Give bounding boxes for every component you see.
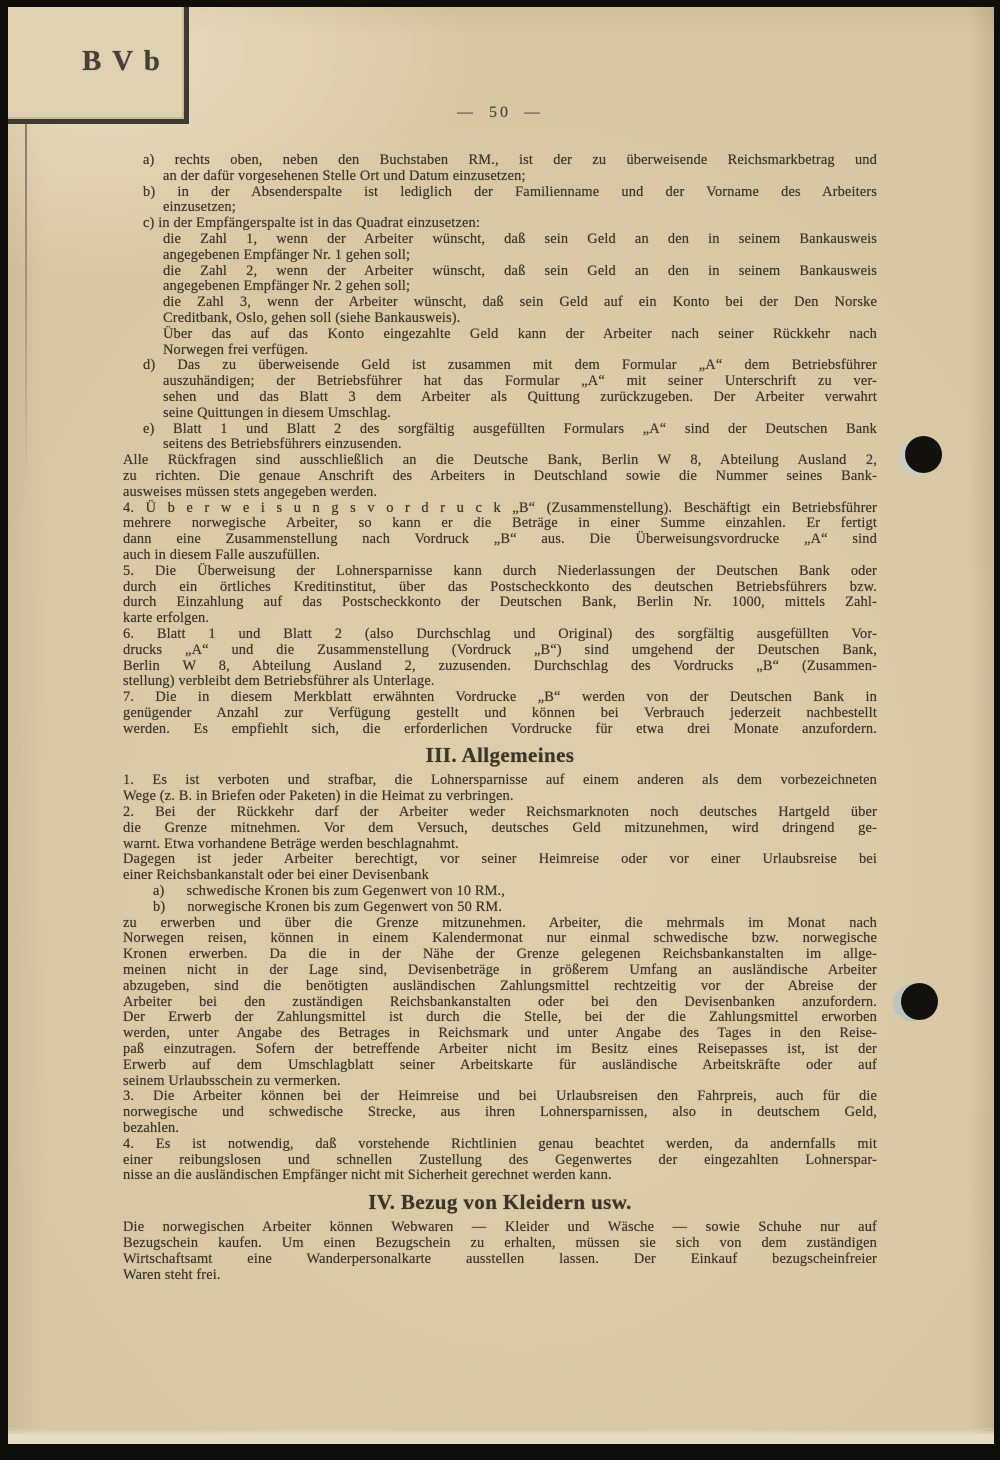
text-line: angegebenen Empfänger Nr. 2 gehen soll; <box>163 278 411 295</box>
text-line: 4. Ü b e r w e i s u n g s v o r d r u c k „B“ (Zusammenstellung). Beschäftigt ein Betriebsführer <box>123 499 877 516</box>
text-line: zu richten. Die genaue Anschrift des Arbeiters in Deutschland sowie die Nummer seines Bank- <box>123 467 877 484</box>
text-line: karte erfolgen. <box>123 610 210 627</box>
text-line: einer Reichsbankanstalt oder bei einer Devisenbank <box>123 867 429 884</box>
text-line: drucks „A“ und die Zusammenstellung (Vordruck „B“) sind umgehend der Deutschen Bank, <box>123 641 877 658</box>
text-line: Norwegen frei verfügen. <box>163 341 309 358</box>
text-line: c) in der Empfängerspalte ist in das Quadrat einzusetzen: <box>143 215 481 232</box>
text-line: Bezugschein kaufen. Um einen Bezugschein zu erhalten, müssen sie sich von dem zuständigen <box>123 1235 877 1251</box>
text-line: die Grenze mitnehmen. Vor dem Versuch, deutsches Geld mitzunehmen, wird dringend ge- <box>123 819 877 836</box>
section-heading: III. Allgemeines <box>425 743 575 768</box>
text-line: einzusetzen; <box>163 199 236 216</box>
text-line: 6. Blatt 1 und Blatt 2 (also Durchschlag und Original) des sorgfältig ausgefüllten Vor- <box>123 625 877 642</box>
section-heading: IV. Bezug von Kleidern usw. <box>368 1190 632 1215</box>
text-line: seine Quittungen in diesem Umschlag. <box>163 404 392 421</box>
text-line: 7. Die in diesem Merkblatt erwähnten Vordrucke „B“ werden von der Deutschen Bank in <box>123 689 877 706</box>
text-line: auszuhändigen; der Betriebsführer hat das Formular „A“ mit seiner Unterschrift zu ver- <box>163 373 877 390</box>
text-line: Die norwegischen Arbeiter können Webwaren — Kleider und Wäsche — sowie Schuhe nur auf <box>123 1219 877 1236</box>
document-page <box>8 7 994 1444</box>
text-line: meinen nicht in der Lage sind, Devisenbeträge in größerem Umfang an ausländische Arbeiter <box>123 962 877 979</box>
paper-crease <box>25 121 27 481</box>
paper-bottom-edge <box>8 1428 994 1444</box>
text-line: die Zahl 2, wenn der Arbeiter wünscht, daß sein Geld an den in seinem Bankausweis <box>163 262 877 279</box>
text-line: die Zahl 3, wenn der Arbeiter wünscht, daß sein Geld auf ein Konto bei der Den Norske <box>163 294 877 311</box>
text-line: a) schwedische Kronen bis zum Gegenwert von 10 RM., <box>153 883 506 900</box>
text-line: auch in diesem Falle auszufüllen. <box>123 546 321 563</box>
text-line: an der dafür vorgesehenen Stelle Ort und Datum einzusetzen; <box>163 167 526 184</box>
text-line: b) in der Absenderspalte ist lediglich der Familienname und der Vorname des Arbeiters <box>143 183 877 200</box>
stamp-label: B V b <box>82 45 162 77</box>
text-line: warnt. Etwa vorhandene Beträge werden beschlagnahmt. <box>123 835 459 852</box>
text-line: durch Einzahlung auf das Postscheckkonto der Deutschen Bank, Berlin Nr. 1000, mittels Zahl- <box>123 594 877 611</box>
text-line: e) Blatt 1 und Blatt 2 des sorgfältig ausgefüllten Formulars „A“ sind der Deutschen Bank <box>143 420 877 437</box>
text-line: dann eine Zusammenstellung nach Vordruck „B“ aus. Die Überweisungsvordrucke „A“ sind <box>123 531 877 548</box>
text-line: 3. Die Arbeiter können bei der Heimreise und bei Urlaubsreisen den Fahrpreis, auch für die <box>123 1088 877 1105</box>
text-line: abzugeben, sind die benötigten ausländischen Zahlungsmittel rechtzeitig vor der Abreise der <box>123 977 877 994</box>
text-line: werden. Es empfiehlt sich, die erforderlichen Vordrucke für etwa drei Monate anzufordern. <box>123 720 877 737</box>
text-line: Kronen erwerben. Da die in der Nähe der Grenze gelegenen Reichsbankanstalten im allge- <box>123 946 877 963</box>
text-line: Alle Rückfragen sind ausschließlich an die Deutsche Bank, Berlin W 8, Abteilung Ausland 2, <box>123 452 877 469</box>
page-text <box>123 153 877 1283</box>
text-line: angegebenen Empfänger Nr. 1 gehen soll; <box>163 246 411 263</box>
text-line: Der Erwerb der Zahlungsmittel ist durch die Stelle, bei der die Zahlungsmittel erworben <box>123 1009 877 1026</box>
text-line: Berlin W 8, Abteilung Ausland 2, zuzusenden. Durchschlag des Vordrucks „B“ (Zusammen- <box>123 657 877 674</box>
punch-hole-bottom <box>901 983 938 1020</box>
text-line: Creditbank, Oslo, gehen soll (siehe Bankausweis). <box>163 309 461 326</box>
text-line: bezahlen. <box>123 1120 180 1137</box>
text-line: Dagegen ist jeder Arbeiter berechtigt, vor seiner Heimreise oder vor einer Urlaubsreise bei <box>123 851 877 868</box>
page-number: — 50 — <box>457 104 543 121</box>
text-line: d) Das zu überweisende Geld ist zusammen mit dem Formular „A“ dem Betriebsführer <box>143 357 877 374</box>
text-line: durch ein örtliches Kreditinstitut, über das Postscheckkonto des deutschen Betriebsführers bzw. <box>123 578 877 595</box>
text-line: Wirtschaftsamt eine Wanderpersonalkarte ausstellen lassen. Der Einkauf bezugscheinfreier <box>123 1250 877 1267</box>
text-line: 5. Die Überweisung der Lohnersparnisse kann durch Niederlassungen der Deutschen Bank oder <box>123 562 877 579</box>
text-line: zu erwerben und über die Grenze mitzunehmen. Arbeiter, die mehrmals im Monat nach <box>123 914 877 931</box>
text-line: Wege (z. B. in Briefen oder Paketen) in die Heimat zu verbringen. <box>123 788 514 805</box>
text-line: Arbeiter bei den zuständigen Reichsbankanstalten oder bei den Devisenbanken anzufordern. <box>123 993 877 1010</box>
text-line: mehrere norwegische Arbeiter, so kann er die Beträge in einer Summe einzahlen. Er fertigt <box>123 515 877 532</box>
text-line: Norwegen reisen, können in einem Kalendermonat nur einmal schwedische bzw. norwegische <box>123 930 877 947</box>
text-line: nisse an die ausländischen Empfänger nicht mit Sicherheit gerechnet werden kann. <box>123 1167 612 1184</box>
text-line: 1. Es ist verboten und strafbar, die Lohnersparnisse auf einem anderen als dem vorbezeichneten <box>123 772 877 789</box>
text-line: stellung) verbleibt dem Betriebsführer als Unterlage. <box>123 673 435 690</box>
text-line: paß einzutragen. Sofern der betreffende Arbeiter nicht im Besitz eines Reisepasses ist, ist der <box>123 1041 877 1058</box>
text-line: a) rechts oben, neben den Buchstaben RM., ist der zu überweisende Reichsmarkbetrag und <box>143 152 877 168</box>
text-line: 2. Bei der Rückkehr darf der Arbeiter weder Reichsmarknoten noch deutsches Hartgeld über <box>123 804 877 821</box>
text-line: norwegische und schwedische Strecke, aus ihren Lohnersparnissen, also in deutschem Geld, <box>123 1104 877 1121</box>
text-line: genügender Anzahl zur Verfügung gestellt und können bei Verbrauch jederzeit nachbestellt <box>123 704 877 721</box>
text-line: sehen und das Blatt 3 dem Arbeiter als Quittung zurückzugeben. Der Arbeiter verwahrt <box>163 388 877 405</box>
text-line: einer reibungslosen und schnellen Zustellung des Gegenwertes der eingezahlten Lohnerspar- <box>123 1151 877 1168</box>
text-line: b) norwegische Kronen bis zum Gegenwert von 50 RM. <box>153 898 503 915</box>
text-line: Waren steht frei. <box>123 1266 221 1283</box>
text-line: die Zahl 1, wenn der Arbeiter wünscht, daß sein Geld an den in seinem Bankausweis <box>163 230 877 247</box>
text-line: ausweises müssen stets angegeben werden. <box>123 483 378 500</box>
text-line: seitens des Betriebsführers einzusenden. <box>163 436 402 453</box>
text-line: 4. Es ist notwendig, daß vorstehende Richtlinien genau beachtet werden, da andernfalls mit <box>123 1135 877 1152</box>
text-line: Über das auf das Konto eingezahlte Geld kann der Arbeiter nach seiner Rückkehr nach <box>163 325 877 342</box>
text-line: seinem Urlaubsschein zu vermerken. <box>123 1072 341 1089</box>
punch-hole-top <box>905 436 942 473</box>
text-line: Erwerb auf dem Umschlagblatt seiner Arbeitskarte für ausländische Arbeitskräfte oder auf <box>123 1056 877 1073</box>
text-line: werden, unter Angabe des Betrages in Reichsmark und unter Angabe des Tages in den Reise- <box>123 1025 877 1042</box>
